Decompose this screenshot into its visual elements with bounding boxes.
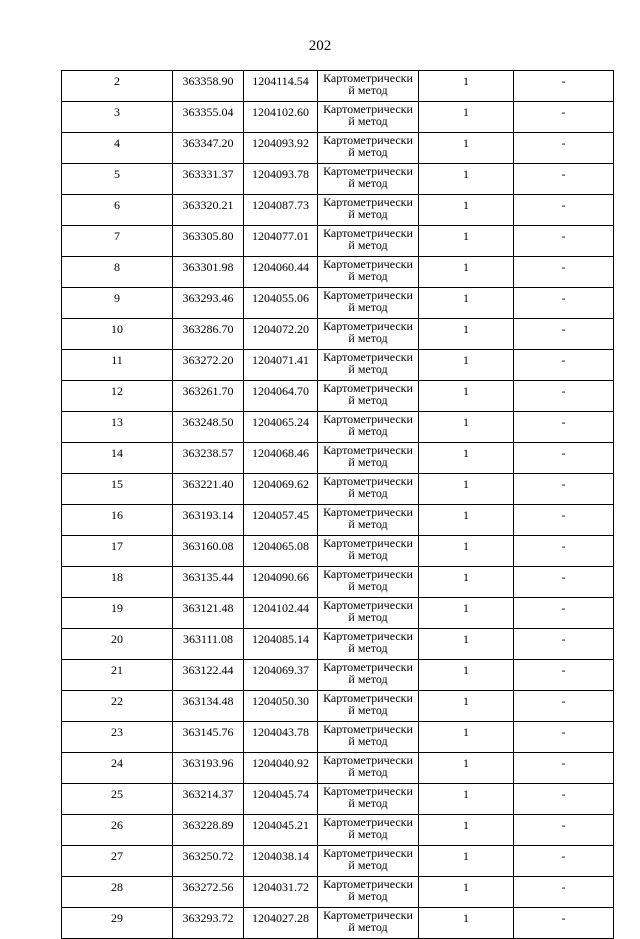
x-coordinate-cell: 363305.80 bbox=[173, 226, 244, 257]
note-cell: - bbox=[514, 71, 614, 102]
point-number-cell: 8 bbox=[62, 257, 173, 288]
method-cell bbox=[318, 226, 419, 257]
table-row bbox=[62, 412, 614, 443]
point-number-cell: 24 bbox=[62, 753, 173, 784]
x-coordinate-cell: 363135.44 bbox=[173, 567, 244, 598]
point-number-cell: 4 bbox=[62, 133, 173, 164]
method-cell bbox=[318, 474, 419, 505]
y-coordinate-cell: 1204069.62 bbox=[244, 474, 318, 505]
x-coordinate-cell: 363358.90 bbox=[173, 71, 244, 102]
y-coordinate-cell: 1204090.66 bbox=[244, 567, 318, 598]
method-text: Картометрический метод bbox=[323, 722, 413, 748]
point-number-cell: 27 bbox=[62, 846, 173, 877]
precision-cell: 1 bbox=[419, 71, 514, 102]
note-cell: - bbox=[514, 350, 614, 381]
x-coordinate-cell: 363111.08 bbox=[173, 629, 244, 660]
point-number-cell: 25 bbox=[62, 784, 173, 815]
y-coordinate-cell: 1204027.28 bbox=[244, 908, 318, 939]
table-row bbox=[62, 350, 614, 381]
method-cell bbox=[318, 288, 419, 319]
method-text: Картометрический метод bbox=[323, 753, 413, 779]
point-number-cell: 19 bbox=[62, 598, 173, 629]
method-text: Картометрический метод bbox=[323, 536, 413, 562]
method-cell bbox=[318, 598, 419, 629]
table-row bbox=[62, 381, 614, 412]
note-cell: - bbox=[514, 226, 614, 257]
method-text: Картометрический метод bbox=[323, 815, 413, 841]
note-cell: - bbox=[514, 629, 614, 660]
note-cell: - bbox=[514, 598, 614, 629]
table-row bbox=[62, 226, 614, 257]
table-row bbox=[62, 691, 614, 722]
precision-cell: 1 bbox=[419, 412, 514, 443]
method-text: Картометрический метод bbox=[323, 474, 413, 500]
x-coordinate-cell: 363221.40 bbox=[173, 474, 244, 505]
point-number-cell: 26 bbox=[62, 815, 173, 846]
note-cell: - bbox=[514, 660, 614, 691]
method-cell bbox=[318, 722, 419, 753]
note-cell: - bbox=[514, 102, 614, 133]
y-coordinate-cell: 1204038.14 bbox=[244, 846, 318, 877]
precision-cell: 1 bbox=[419, 598, 514, 629]
method-cell bbox=[318, 629, 419, 660]
table-row bbox=[62, 133, 614, 164]
note-cell: - bbox=[514, 257, 614, 288]
precision-cell: 1 bbox=[419, 908, 514, 939]
note-cell: - bbox=[514, 288, 614, 319]
x-coordinate-cell: 363122.44 bbox=[173, 660, 244, 691]
x-coordinate-cell: 363228.89 bbox=[173, 815, 244, 846]
x-coordinate-cell: 363214.37 bbox=[173, 784, 244, 815]
table-row bbox=[62, 505, 614, 536]
y-coordinate-cell: 1204040.92 bbox=[244, 753, 318, 784]
precision-cell: 1 bbox=[419, 505, 514, 536]
precision-cell: 1 bbox=[419, 350, 514, 381]
table-row bbox=[62, 443, 614, 474]
precision-cell: 1 bbox=[419, 226, 514, 257]
x-coordinate-cell: 363355.04 bbox=[173, 102, 244, 133]
y-coordinate-cell: 1204085.14 bbox=[244, 629, 318, 660]
y-coordinate-cell: 1204068.46 bbox=[244, 443, 318, 474]
y-coordinate-cell: 1204093.92 bbox=[244, 133, 318, 164]
method-cell bbox=[318, 195, 419, 226]
precision-cell: 1 bbox=[419, 784, 514, 815]
method-cell bbox=[318, 381, 419, 412]
y-coordinate-cell: 1204045.74 bbox=[244, 784, 318, 815]
x-coordinate-cell: 363261.70 bbox=[173, 381, 244, 412]
point-number-cell: 15 bbox=[62, 474, 173, 505]
note-cell: - bbox=[514, 443, 614, 474]
method-text: Картометрический метод bbox=[323, 350, 413, 376]
coordinates-table bbox=[61, 70, 614, 939]
method-text: Картометрический метод bbox=[323, 846, 413, 872]
method-text: Картометрический метод bbox=[323, 691, 413, 717]
method-cell bbox=[318, 257, 419, 288]
point-number-cell: 11 bbox=[62, 350, 173, 381]
method-text: Картометрический метод bbox=[323, 164, 413, 190]
method-cell bbox=[318, 164, 419, 195]
method-cell bbox=[318, 71, 419, 102]
note-cell: - bbox=[514, 412, 614, 443]
y-coordinate-cell: 1204065.24 bbox=[244, 412, 318, 443]
precision-cell: 1 bbox=[419, 381, 514, 412]
point-number-cell: 13 bbox=[62, 412, 173, 443]
method-cell bbox=[318, 412, 419, 443]
precision-cell: 1 bbox=[419, 319, 514, 350]
table-row bbox=[62, 598, 614, 629]
x-coordinate-cell: 363193.96 bbox=[173, 753, 244, 784]
method-text: Картометрический метод bbox=[323, 784, 413, 810]
x-coordinate-cell: 363331.37 bbox=[173, 164, 244, 195]
point-number-cell: 2 bbox=[62, 71, 173, 102]
x-coordinate-cell: 363272.20 bbox=[173, 350, 244, 381]
precision-cell: 1 bbox=[419, 877, 514, 908]
method-text: Картометрический метод bbox=[323, 877, 413, 903]
precision-cell: 1 bbox=[419, 195, 514, 226]
note-cell: - bbox=[514, 815, 614, 846]
x-coordinate-cell: 363293.72 bbox=[173, 908, 244, 939]
x-coordinate-cell: 363238.57 bbox=[173, 443, 244, 474]
precision-cell: 1 bbox=[419, 443, 514, 474]
table-row bbox=[62, 567, 614, 598]
table-row bbox=[62, 536, 614, 567]
method-text: Картометрический метод bbox=[323, 102, 413, 128]
method-text: Картометрический метод bbox=[323, 629, 413, 655]
method-text: Картометрический метод bbox=[323, 505, 413, 531]
page-number: 202 bbox=[308, 38, 332, 54]
y-coordinate-cell: 1204102.44 bbox=[244, 598, 318, 629]
table-row bbox=[62, 71, 614, 102]
table-row bbox=[62, 877, 614, 908]
precision-cell: 1 bbox=[419, 629, 514, 660]
y-coordinate-cell: 1204071.41 bbox=[244, 350, 318, 381]
x-coordinate-cell: 363272.56 bbox=[173, 877, 244, 908]
method-text: Картометрический метод bbox=[323, 567, 413, 593]
y-coordinate-cell: 1204087.73 bbox=[244, 195, 318, 226]
precision-cell: 1 bbox=[419, 815, 514, 846]
note-cell: - bbox=[514, 908, 614, 939]
coordinates-table-body bbox=[62, 71, 614, 939]
note-cell: - bbox=[514, 784, 614, 815]
precision-cell: 1 bbox=[419, 753, 514, 784]
method-text: Картометрический метод bbox=[323, 598, 413, 624]
y-coordinate-cell: 1204050.30 bbox=[244, 691, 318, 722]
method-text: Картометрический метод bbox=[323, 133, 413, 159]
method-cell bbox=[318, 660, 419, 691]
precision-cell: 1 bbox=[419, 567, 514, 598]
precision-cell: 1 bbox=[419, 691, 514, 722]
note-cell: - bbox=[514, 319, 614, 350]
precision-cell: 1 bbox=[419, 474, 514, 505]
y-coordinate-cell: 1204043.78 bbox=[244, 722, 318, 753]
point-number-cell: 23 bbox=[62, 722, 173, 753]
x-coordinate-cell: 363301.98 bbox=[173, 257, 244, 288]
table-row bbox=[62, 474, 614, 505]
y-coordinate-cell: 1204064.70 bbox=[244, 381, 318, 412]
precision-cell: 1 bbox=[419, 846, 514, 877]
point-number-cell: 6 bbox=[62, 195, 173, 226]
y-coordinate-cell: 1204114.54 bbox=[244, 71, 318, 102]
x-coordinate-cell: 363121.48 bbox=[173, 598, 244, 629]
method-text: Картометрический метод bbox=[323, 908, 413, 934]
precision-cell: 1 bbox=[419, 536, 514, 567]
y-coordinate-cell: 1204069.37 bbox=[244, 660, 318, 691]
table-row bbox=[62, 846, 614, 877]
point-number-cell: 3 bbox=[62, 102, 173, 133]
method-cell bbox=[318, 505, 419, 536]
table-row bbox=[62, 257, 614, 288]
x-coordinate-cell: 363320.21 bbox=[173, 195, 244, 226]
table-row bbox=[62, 815, 614, 846]
point-number-cell: 21 bbox=[62, 660, 173, 691]
y-coordinate-cell: 1204060.44 bbox=[244, 257, 318, 288]
y-coordinate-cell: 1204077.01 bbox=[244, 226, 318, 257]
note-cell: - bbox=[514, 474, 614, 505]
note-cell: - bbox=[514, 164, 614, 195]
note-cell: - bbox=[514, 381, 614, 412]
x-coordinate-cell: 363250.72 bbox=[173, 846, 244, 877]
method-text: Картометрический метод bbox=[323, 195, 413, 221]
x-coordinate-cell: 363134.48 bbox=[173, 691, 244, 722]
note-cell: - bbox=[514, 133, 614, 164]
point-number-cell: 14 bbox=[62, 443, 173, 474]
y-coordinate-cell: 1204102.60 bbox=[244, 102, 318, 133]
point-number-cell: 29 bbox=[62, 908, 173, 939]
method-cell bbox=[318, 133, 419, 164]
table-row bbox=[62, 164, 614, 195]
table-row bbox=[62, 102, 614, 133]
x-coordinate-cell: 363160.08 bbox=[173, 536, 244, 567]
note-cell: - bbox=[514, 846, 614, 877]
table-row bbox=[62, 908, 614, 939]
table-row bbox=[62, 784, 614, 815]
point-number-cell: 10 bbox=[62, 319, 173, 350]
method-text: Картометрический метод bbox=[323, 288, 413, 314]
method-text: Картометрический метод bbox=[323, 226, 413, 252]
y-coordinate-cell: 1204045.21 bbox=[244, 815, 318, 846]
point-number-cell: 9 bbox=[62, 288, 173, 319]
method-cell bbox=[318, 877, 419, 908]
method-text: Картометрический метод bbox=[323, 71, 413, 97]
precision-cell: 1 bbox=[419, 660, 514, 691]
point-number-cell: 17 bbox=[62, 536, 173, 567]
table-row bbox=[62, 660, 614, 691]
method-cell bbox=[318, 102, 419, 133]
table-row bbox=[62, 195, 614, 226]
point-number-cell: 5 bbox=[62, 164, 173, 195]
precision-cell: 1 bbox=[419, 288, 514, 319]
x-coordinate-cell: 363145.76 bbox=[173, 722, 244, 753]
note-cell: - bbox=[514, 722, 614, 753]
note-cell: - bbox=[514, 536, 614, 567]
precision-cell: 1 bbox=[419, 257, 514, 288]
point-number-cell: 18 bbox=[62, 567, 173, 598]
point-number-cell: 28 bbox=[62, 877, 173, 908]
method-cell bbox=[318, 908, 419, 939]
table-row bbox=[62, 629, 614, 660]
method-text: Картометрический метод bbox=[323, 381, 413, 407]
note-cell: - bbox=[514, 753, 614, 784]
method-cell bbox=[318, 319, 419, 350]
point-number-cell: 20 bbox=[62, 629, 173, 660]
method-cell bbox=[318, 536, 419, 567]
method-text: Картометрический метод bbox=[323, 257, 413, 283]
precision-cell: 1 bbox=[419, 102, 514, 133]
point-number-cell: 12 bbox=[62, 381, 173, 412]
x-coordinate-cell: 363293.46 bbox=[173, 288, 244, 319]
note-cell: - bbox=[514, 877, 614, 908]
precision-cell: 1 bbox=[419, 133, 514, 164]
y-coordinate-cell: 1204031.72 bbox=[244, 877, 318, 908]
y-coordinate-cell: 1204065.08 bbox=[244, 536, 318, 567]
y-coordinate-cell: 1204093.78 bbox=[244, 164, 318, 195]
method-cell bbox=[318, 350, 419, 381]
x-coordinate-cell: 363248.50 bbox=[173, 412, 244, 443]
point-number-cell: 7 bbox=[62, 226, 173, 257]
point-number-cell: 16 bbox=[62, 505, 173, 536]
table-row bbox=[62, 722, 614, 753]
y-coordinate-cell: 1204055.06 bbox=[244, 288, 318, 319]
method-text: Картометрический метод bbox=[323, 660, 413, 686]
method-text: Картометрический метод bbox=[323, 412, 413, 438]
y-coordinate-cell: 1204057.45 bbox=[244, 505, 318, 536]
method-cell bbox=[318, 443, 419, 474]
method-text: Картометрический метод bbox=[323, 443, 413, 469]
table-row bbox=[62, 288, 614, 319]
method-cell bbox=[318, 846, 419, 877]
method-cell bbox=[318, 753, 419, 784]
precision-cell: 1 bbox=[419, 164, 514, 195]
note-cell: - bbox=[514, 567, 614, 598]
method-cell bbox=[318, 567, 419, 598]
method-text: Картометрический метод bbox=[323, 319, 413, 345]
x-coordinate-cell: 363347.20 bbox=[173, 133, 244, 164]
x-coordinate-cell: 363193.14 bbox=[173, 505, 244, 536]
x-coordinate-cell: 363286.70 bbox=[173, 319, 244, 350]
note-cell: - bbox=[514, 195, 614, 226]
y-coordinate-cell: 1204072.20 bbox=[244, 319, 318, 350]
table-row bbox=[62, 753, 614, 784]
table-row bbox=[62, 319, 614, 350]
method-cell bbox=[318, 815, 419, 846]
method-cell bbox=[318, 691, 419, 722]
note-cell: - bbox=[514, 691, 614, 722]
precision-cell: 1 bbox=[419, 722, 514, 753]
point-number-cell: 22 bbox=[62, 691, 173, 722]
note-cell: - bbox=[514, 505, 614, 536]
method-cell bbox=[318, 784, 419, 815]
